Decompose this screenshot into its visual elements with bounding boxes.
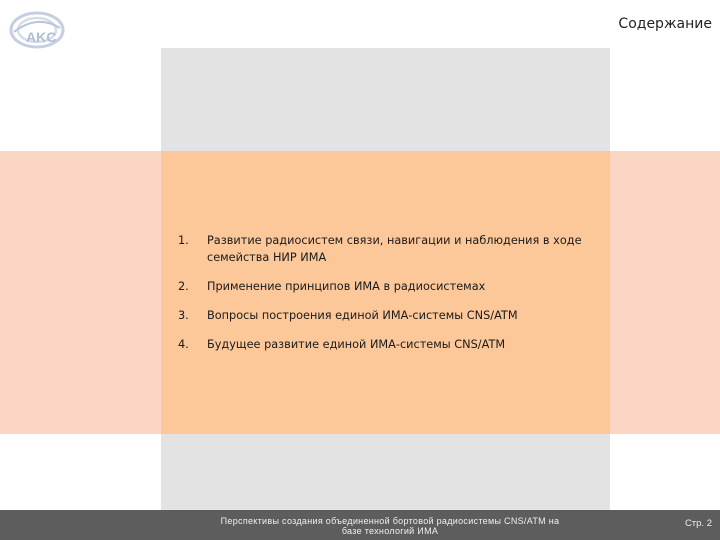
toc-item (178, 232, 598, 266)
footer-bar (0, 510, 720, 540)
page-number: Стр. 2 (684, 518, 712, 529)
footer-caption (190, 516, 590, 536)
toc-item-text: Развитие радиосистем связи, навигации и наблюдения в ходе семейства НИР ИМА (207, 234, 582, 264)
company-logo (8, 8, 66, 52)
toc-item-text: Будущее развитие единой ИМА-системы CNS/ATM (207, 338, 506, 351)
toc-item-text: Применение принципов ИМА в радиосистемах (207, 280, 486, 293)
toc-item-number: 3. (178, 309, 189, 322)
footer-line-1: Перспективы создания объединенной бортовой радиосистемы CNS/ATM на (220, 516, 560, 526)
toc-item (178, 278, 598, 295)
toc-item-number: 1. (178, 234, 189, 247)
toc-item-text: Вопросы построения единой ИМА-системы CNS/ATM (207, 309, 518, 322)
toc-item-number: 2. (178, 280, 189, 293)
svg-text:AKC: AKC (26, 29, 57, 45)
toc-item (178, 307, 598, 324)
footer-line-2: базе технологий ИМА (341, 526, 439, 536)
toc-item (178, 336, 598, 353)
table-of-contents (178, 232, 598, 365)
toc-item-number: 4. (178, 338, 189, 351)
page-title: Содержание (618, 16, 712, 32)
